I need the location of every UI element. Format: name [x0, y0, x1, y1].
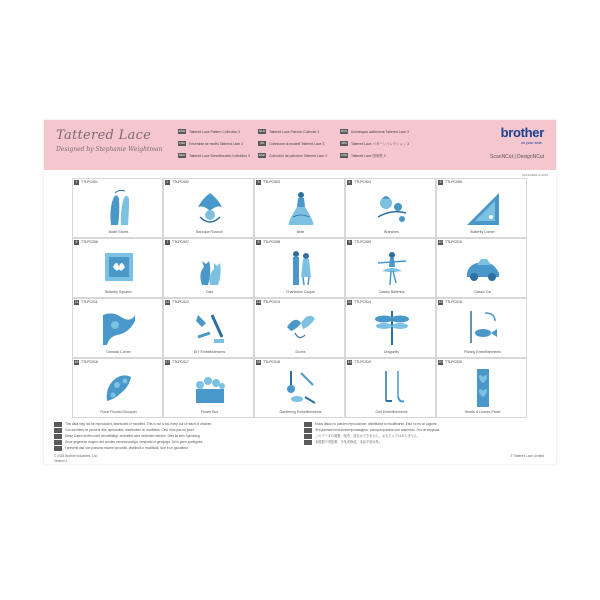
cats-icon [192, 247, 228, 287]
pattern-number: 13 [256, 300, 261, 304]
language-tag [54, 428, 62, 433]
butterfly-squares-icon [101, 247, 137, 287]
pattern-number: 14 [347, 300, 352, 304]
language-tag [54, 434, 62, 439]
pattern-card [163, 238, 254, 298]
pattern-card [254, 298, 345, 358]
pattern-code: TTLPC006 [81, 240, 98, 244]
pattern-card [163, 298, 254, 358]
pattern-name: DIY Embellishments [193, 350, 226, 354]
language-tag [304, 440, 312, 445]
language-row [178, 151, 250, 160]
pattern-name: Ballet Shoes [108, 230, 129, 234]
pattern-code: TTLPC015 [445, 300, 462, 304]
language-column-1 [178, 127, 250, 163]
pattern-code: TTLPC001 [81, 180, 98, 184]
brand-tagline: at your side [521, 140, 542, 145]
pattern-name: Floral Flourish Bouquet [100, 410, 137, 414]
pattern-card [72, 358, 163, 418]
flower-box-icon [192, 367, 228, 407]
pattern-code: TTLPC008 [263, 240, 280, 244]
pattern-number: 10 [438, 240, 443, 244]
pattern-name: Damask Corner [106, 350, 131, 354]
pattern-card [254, 178, 345, 238]
pattern-card [345, 178, 436, 238]
footer-text: Diese Daten dürfen nicht vervielfältigt, verbreitet oder verändert werden. Dies ist kein Spielzeug. [65, 434, 201, 438]
footer-text: このデータの複製、配布、改変はできません。おもちゃではありません。 [315, 434, 421, 438]
footer-text: Deze gegevens mogen niet worden verveelvoudigd, verspreid of gewijzigd. Dit is geen speelgoed. [65, 440, 204, 444]
pattern-code: TTLPC017 [172, 360, 189, 364]
pattern-code: TTLPC013 [263, 300, 280, 304]
collection-title: Tattered Lace [56, 128, 152, 143]
language-text: Tattered Lace Pattern Collection 3 [189, 129, 241, 134]
gardening-icon [283, 367, 319, 407]
brother-logo: brother [500, 125, 544, 140]
footer-text: I presenti dati non possono essere riprodotti, distribuiti o modificati. Non è un giocattolo. [65, 446, 189, 450]
pattern-code: TTLPC012 [172, 300, 189, 304]
pattern-card [72, 298, 163, 358]
language-tag [54, 440, 62, 445]
pattern-number: 5 [439, 180, 442, 184]
pattern-card [163, 178, 254, 238]
pattern-name: Branches [384, 230, 399, 234]
pattern-code: TTLPC020 [445, 360, 462, 364]
pattern-name: Butterfly Corner [470, 230, 495, 234]
pattern-code: TTLPC004 [354, 180, 371, 184]
pattern-sheet [44, 120, 556, 464]
pattern-number: 3 [257, 180, 260, 184]
pattern-number: 4 [348, 180, 351, 184]
copyright-tattered-lace: © Tattered Lace Limited [510, 454, 544, 458]
pattern-card [345, 298, 436, 358]
pattern-number: 16 [74, 360, 79, 364]
pattern-name: Doves [295, 350, 306, 354]
classic-car-icon [465, 247, 501, 287]
golf-icon [374, 367, 410, 407]
pattern-code: TTLPC005 [445, 180, 462, 184]
language-tag: DEU [178, 153, 186, 157]
pattern-number: 19 [347, 360, 352, 364]
pattern-name: Cats [205, 290, 214, 294]
pattern-name: Fishing Embellishments [464, 350, 501, 354]
pattern-code: TTLPC016 [81, 360, 98, 364]
pattern-card [72, 238, 163, 298]
pattern-card [436, 298, 527, 358]
reference-code: XF1234001-0-2018 [522, 173, 548, 177]
floral-bouquet-icon [101, 367, 137, 407]
fishing-icon [465, 307, 501, 347]
pattern-card [436, 178, 527, 238]
language-text: Collezione di modelli Tattered Lace 3 [269, 141, 325, 146]
designer-credit: Designed by Stephanie Weightman [56, 146, 163, 153]
footer-text: 本数据不得复制、分发或修改。本品不是玩具。 [315, 440, 382, 444]
hearts-panel-icon [465, 367, 501, 407]
language-text: Tattered Lace 图案集 3 [351, 154, 386, 158]
language-tag [54, 446, 62, 451]
pattern-name: Golf Embellishments [375, 410, 408, 414]
ballet-shoes-icon [101, 187, 137, 227]
pattern-number: 1 [75, 180, 78, 184]
pattern-code: TTLPC018 [263, 360, 280, 364]
language-tag: ITA [259, 141, 265, 145]
pattern-code: TTLPC019 [354, 360, 371, 364]
pattern-code: TTLPC011 [81, 300, 98, 304]
pattern-number: 2 [166, 180, 169, 184]
pattern-number: 8 [257, 240, 260, 244]
pattern-code: TTLPC002 [172, 180, 189, 184]
scanncut-logo: ScanNCut | DesignNCut [490, 154, 544, 160]
language-tag [54, 422, 62, 427]
pattern-code: TTLPC010 [445, 240, 462, 244]
footer-text: Эти данные нельзя воспроизводить, распространять или изменять. Это не игрушка. [315, 428, 441, 432]
belle-icon [283, 187, 319, 227]
pattern-card [436, 358, 527, 418]
language-text: Tattered Lace パターンコレクション 3 [351, 142, 410, 146]
charleston-couple-icon [283, 247, 319, 287]
doves-icon [283, 307, 319, 347]
header-banner [44, 120, 556, 170]
dragonfly-icon [374, 307, 410, 347]
language-tag [304, 422, 312, 427]
pattern-name: Charleston Couple [286, 290, 315, 294]
footer-text: Ces données ne peuvent être reproduites, distribuées ou modifiées. Ceci n'est pas un jouet. [65, 428, 195, 432]
language-row [258, 127, 327, 136]
pattern-name: Butterfly Squares [105, 290, 132, 294]
language-row [340, 127, 409, 136]
classic-ballerina-icon [374, 247, 410, 287]
pattern-code: TTLPC009 [354, 240, 371, 244]
language-tag: ENG [178, 129, 186, 133]
pattern-name: Gardening Embellishments [279, 410, 322, 414]
language-text: Коллекция шаблонов Tattered Lace 3 [351, 129, 409, 134]
language-row [340, 151, 409, 160]
pattern-number: 7 [166, 240, 169, 244]
pattern-number: 11 [74, 300, 79, 304]
language-text: Tattered Lace Schnittmuster-Kollektion 3 [189, 153, 250, 158]
pattern-card [163, 358, 254, 418]
language-column-2 [258, 127, 327, 163]
pattern-code: TTLPC003 [263, 180, 280, 184]
pattern-number: 17 [165, 360, 170, 364]
diy-tools-icon [192, 307, 228, 347]
pattern-card [345, 358, 436, 418]
pattern-number: 9 [348, 240, 351, 244]
pattern-card [345, 238, 436, 298]
language-row [258, 151, 327, 160]
language-row [178, 139, 250, 148]
pattern-code: TTLPC014 [354, 300, 371, 304]
language-text: Ensemble de motifs Tattered Lace 3 [189, 141, 244, 146]
pattern-name: Baroque Flourish [196, 230, 223, 234]
pattern-number: 6 [75, 240, 78, 244]
language-text: Colección de patrones Tattered Lace 3 [269, 153, 327, 158]
copyright-brother: © 2018 Brother Industries, Ltd. [54, 454, 98, 458]
baroque-flourish-icon [192, 187, 228, 227]
pattern-code: TTLPC007 [172, 240, 189, 244]
pattern-number: 18 [256, 360, 261, 364]
language-tag: NLD [258, 129, 265, 133]
pattern-name: Classic Ballerina [378, 290, 405, 294]
language-row [178, 127, 250, 136]
footer-notice [304, 440, 544, 447]
pattern-name: Flower Box [200, 410, 219, 414]
pattern-number: 12 [165, 300, 170, 304]
pattern-card [254, 358, 345, 418]
language-tag: CHN [340, 153, 348, 157]
pattern-card [72, 178, 163, 238]
language-tag: JPN [341, 141, 347, 145]
language-row [340, 139, 409, 148]
language-tag: FRA [179, 141, 185, 145]
language-tag [304, 434, 312, 439]
language-tag: RUS [340, 129, 348, 133]
damask-corner-icon [101, 307, 137, 347]
language-tag: ESP [258, 153, 265, 157]
pattern-number: 20 [438, 360, 443, 364]
version-label: Version 1 [54, 459, 68, 463]
pattern-name: Dragonfly [384, 350, 399, 354]
language-column-3 [340, 127, 409, 163]
pattern-number: 15 [438, 300, 443, 304]
footer-text: Estos datos no pueden reproducirse, distribuirse ni modificarse. Esto no es un juguete. [315, 422, 438, 426]
language-row [258, 139, 327, 148]
footer-notice [54, 446, 294, 453]
footer-text: This data may not be reproduced, distributed or modified. This is not a toy. Keep out of reach of children. [65, 422, 213, 426]
butterfly-corner-icon [465, 187, 501, 227]
language-tag [304, 428, 312, 433]
pattern-name: Belle [296, 230, 305, 234]
pattern-card [436, 238, 527, 298]
pattern-name: Classic Car [473, 290, 492, 294]
pattern-name: Hearts & Leaves Panel [464, 410, 501, 414]
branches-icon [374, 187, 410, 227]
pattern-card [254, 238, 345, 298]
language-text: Tattered Lace Patroon Collectie 3 [269, 129, 320, 134]
